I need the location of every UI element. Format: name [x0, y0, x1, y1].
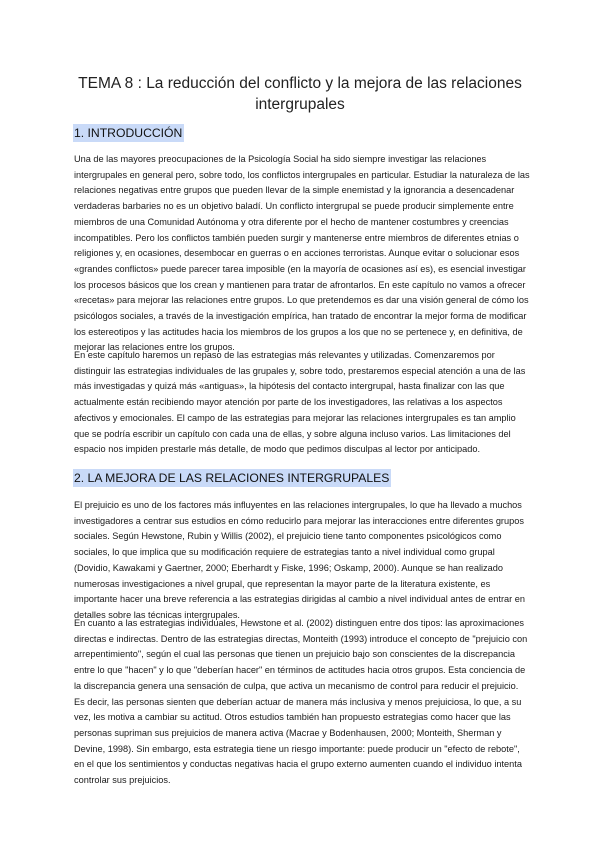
- paragraph-intro-1: Una de las mayores preocupaciones de la Psicología Social ha sido siempre investigar las relaciones intergrupales en general pero, sobre todo, los conflictos intergrupales en particular. Estudiar la naturaleza de las relaciones negativas entre grupos que pueden llevar de la simple enemistad y la ignorancia a desencadenar verdaderas barbaries no es un objetivo baladí. Un conflicto intergrupal se puede producir simplemente entre miembros de una Comunidad Autónoma y otra diferente por el hecho de mantener costumbres y creencias incompatibles. Pero los conflictos también pueden surgir y mantenerse entre miembros de diferentes etnias o religiones y, en ocasiones, desembocar en guerras o en acciones terroristas. Aunque evitar o solucionar esos «grandes conflictos» puede parecer tarea imposible (en la mayoría de ocasiones así es), es esencial investigar los procesos básicos que los crean y mantienen para tratar de afrontarlos. En este capítulo no vamos a ofrecer «recetas» para mejorar las relaciones entre grupos. Lo que pretendemos es dar una visión general de cómo los psicólogos sociales, a través de la investigación empírica, han tratado de encontrar la mejor forma de modificar los estereotipos y las actitudes hacia los miembros de los grupos a los que no se pertenece y, en definitiva, de mejorar las relaciones entre los grupos.: [74, 154, 530, 353]
- paragraph-mejora-1: El prejuicio es uno de los factores más influyentes en las relaciones intergrupales, lo que ha llevado a muchos investigadores a centrar sus estudios en cómo reducirlo para mejorar las interacciones entre diferentes grupos sociales. Según Hewstone, Rubin y Willis (2002), el prejuicio tiene tanto componentes psicológicos como sociales, lo que implica que su modificación requiere de estrategias tanto a nivel individual como grupal (Dovidio, Kawakami y Gaertner, 2000; Eberhardt y Fiske, 1996; Oskamp, 2000). Aunque se han realizado numerosas investigaciones a nivel grupal, que representan la mayor parte de la literatura existente, es importante hacer una breve referencia a las estrategias dirigidas al cambio a nivel individual antes de entrar en detalles sobre las técnicas intergrupales.: [74, 500, 525, 620]
- section-heading-mejora-relaciones: 2. LA MEJORA DE LAS RELACIONES INTERGRUPALES: [74, 471, 390, 485]
- paragraph-intro-2: En este capítulo haremos un repaso de las estrategias más relevantes y utilizadas. Comenzaremos por distinguir las estrategias individuales de las grupales y, sobre todo, prestaremos especial atención a una de las más investigadas y quizá más «antiguas», la hipótesis del contacto intergrupal, hasta finalizar con las que actualmente están recibiendo mayor atención por parte de los investigadores, las relativas a los aspectos afectivos y emocionales. El campo de las estrategias para mejorar las relaciones intergrupales es tan amplio que se podría escribir un capítulo con cada una de ellas, y sobre alguna incluso varios. Las limitaciones del espacio nos impiden prestarle más detalle, de modo que pedimos disculpas al lector por anticipado.: [74, 350, 526, 455]
- section-heading-introduccion: 1. INTRODUCCIÓN: [74, 126, 183, 140]
- document-title: TEMA 8 : La reducción del conflicto y la mejora de las relaciones intergrupales: [78, 75, 522, 113]
- paragraph-mejora-2: En cuanto a las estrategias individuales, Hewstone et al. (2002) distinguen entre dos tipos: las aproximaciones directas e indirectas. Dentro de las estrategias directas, Monteith (1993) introduce el concepto de "prejuicio con arrepentimiento", según el cual las personas que tienen un prejuicio bajo son conscientes de la discrepancia entre lo que "hacen" y lo que "deberían hacer" en términos de actitudes hacia otros grupos. Esta conciencia de la discrepancia genera una sensación de culpa, que activa un mecanismo de control para reducir el prejuicio. Es decir, las personas sienten que deberían actuar de manera más inclusiva y menos prejuiciosa, lo que, a su vez, les motiva a cambiar su actitud. Otros estudios también han propuesto estrategias como hacer que las personas supriman sus prejuicios de manera activa (Macrae y Bodenhausen, 2000; Monteith, Sherman y Devine, 1998). Sin embargo, esta estrategia tiene un riesgo importante: puede producir un "efecto de rebote", en el que los sentimientos y conductas negativas hacia el grupo externo aumenten cuando el individuo intenta controlar sus prejuicios.: [74, 618, 528, 786]
